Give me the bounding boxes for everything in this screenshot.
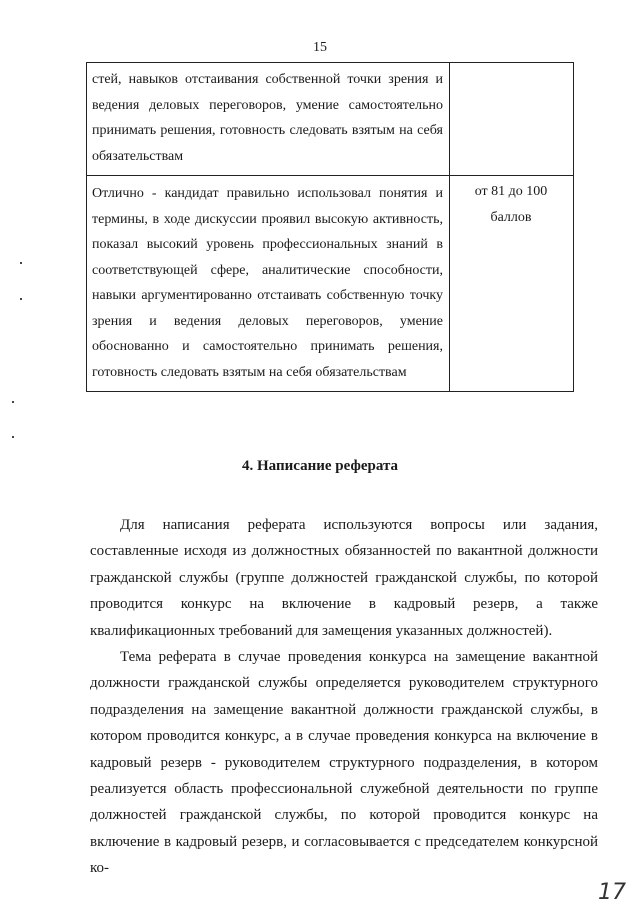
scan-speck xyxy=(12,401,14,403)
page-number: 15 xyxy=(313,40,327,55)
criteria-description: Отлично - кандидат правильно использовал понятия и термины, в ходе дискуссии проявил высокую активность, показал высокий уровень профессиональных знаний в соответствующей сфере, аналитические способности, навыки аргументированно отстаивать собственную точку зрения и ведения деловых переговоров, умение обоснованно и самостоятельно принимать решения, готовность следовать взятым на себя обязательствам xyxy=(87,176,450,392)
scan-speck xyxy=(12,436,14,438)
criteria-score xyxy=(450,63,574,176)
table-row xyxy=(87,176,574,392)
criteria-table xyxy=(86,62,574,392)
paragraph: Для написания реферата используются вопросы или задания, составленные исходя из должностных обязанностей по вакантной должности гражданской службы (группе должностей гражданской службы, по которой проводится конкурс на включение в кадровый резерв, а также квалификационных требований для замещения указанных должностей). xyxy=(90,517,598,639)
scan-speck xyxy=(20,298,22,300)
table-row xyxy=(87,63,574,176)
handwritten-page-mark: 17 xyxy=(598,880,626,905)
section-body xyxy=(90,512,598,882)
section-title: 4. Написание реферата xyxy=(241,458,398,474)
criteria-score: от 81 до 100 баллов xyxy=(450,176,574,392)
scan-speck xyxy=(20,262,22,264)
criteria-description: стей, навыков отстаивания собственной точки зрения и ведения деловых переговоров, умение самостоятельно принимать решения, готовность следовать взятым на себя обязательствам xyxy=(87,63,450,176)
paragraph: Тема реферата в случае проведения конкурса на замещение вакантной должности гражданской службы определяется руководителем структурного подразделения на замещение вакантной должности гражданской службы, в котором проводится конкурс, а в случае проведения конкурса на включение в кадровый резерв - руководителем структурного подразделения, в котором реализуется область профессиональной служебной деятельности по группе должностей гражданской службы, по которой проводится конкурс на включение в кадровый резерв, и согласовывается с председателем конкурсной ко- xyxy=(90,649,598,877)
